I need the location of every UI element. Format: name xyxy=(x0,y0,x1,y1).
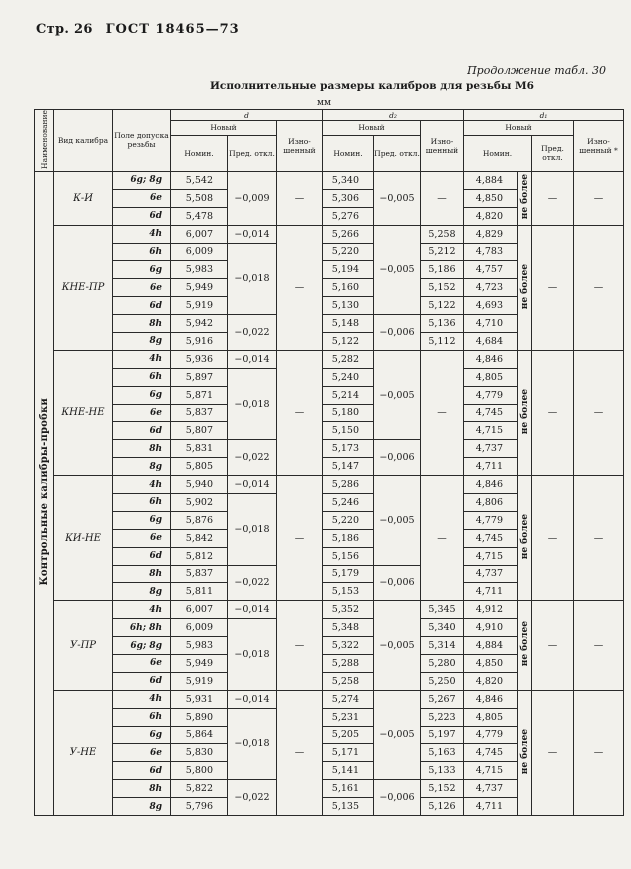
table-title: Исполнительные размеры калибров для резьбы М6 xyxy=(210,80,534,92)
d-dev-cell: −0,014 xyxy=(228,476,277,494)
d2-nom-cell: 5,205 xyxy=(323,726,374,744)
col-gauge-type-header: Вид калибра xyxy=(54,110,113,172)
d-nom-cell: 5,936 xyxy=(171,350,228,368)
d2-dev-cell: −0,005 xyxy=(374,476,421,565)
d-nom-cell: 5,919 xyxy=(171,297,228,315)
d-nom-cell: 5,842 xyxy=(171,529,228,547)
d2-nom-cell: 5,274 xyxy=(323,690,374,708)
tolerance-field-cell: 6e xyxy=(113,654,171,672)
d2-worn-cell: 5,126 xyxy=(421,798,464,816)
d2-dev-cell: −0,006 xyxy=(374,565,421,601)
tolerance-field-cell: 6h xyxy=(113,243,171,261)
col-d2-header: d₂ xyxy=(323,110,464,121)
d2-worn-cell: 5,152 xyxy=(421,279,464,297)
tolerance-field-cell: 8h xyxy=(113,565,171,583)
tolerance-field-cell: 8h xyxy=(113,315,171,333)
d2-worn-cell: 5,112 xyxy=(421,332,464,350)
d-nom-cell: 5,902 xyxy=(171,493,228,511)
d2-new-header: Новый xyxy=(323,121,421,136)
d2-nom-cell: 5,286 xyxy=(323,476,374,494)
d1-nom-cell: 4,779 xyxy=(464,726,518,744)
d-dev-cell: −0,022 xyxy=(228,440,277,476)
d1-nom-cell: 4,846 xyxy=(464,476,518,494)
tolerance-field-cell: 8g xyxy=(113,458,171,476)
d2-worn-cell: 5,212 xyxy=(421,243,464,261)
d-nom-cell: 5,897 xyxy=(171,368,228,386)
d1-nom-cell: 4,693 xyxy=(464,297,518,315)
d1-nom-cell: 4,715 xyxy=(464,547,518,565)
d1-nom-cell: 4,846 xyxy=(464,690,518,708)
d2-nom-cell: 5,150 xyxy=(323,422,374,440)
tolerance-field-cell: 6d xyxy=(113,762,171,780)
d2-nom-cell: 5,130 xyxy=(323,297,374,315)
d1-nom-cell: 4,783 xyxy=(464,243,518,261)
tolerance-field-cell: 8h xyxy=(113,440,171,458)
d-nom-cell: 6,009 xyxy=(171,619,228,637)
tolerance-field-cell: 6g xyxy=(113,261,171,279)
tolerance-field-cell: 6d xyxy=(113,422,171,440)
d2-nom-cell: 5,266 xyxy=(323,225,374,243)
d2-nom-cell: 5,141 xyxy=(323,762,374,780)
tolerance-field-cell: 6h; 8h xyxy=(113,619,171,637)
d1-worn-cell: — xyxy=(574,171,624,225)
d1-nom-cell: 4,745 xyxy=(464,529,518,547)
d2-nom-cell: 5,240 xyxy=(323,368,374,386)
d2-nom-cell: 5,220 xyxy=(323,511,374,529)
tolerance-field-cell: 8h xyxy=(113,780,171,798)
d-nom-cell: 5,949 xyxy=(171,279,228,297)
tolerance-field-cell: 6d xyxy=(113,207,171,225)
d1-nom-cell: 4,829 xyxy=(464,225,518,243)
d2-nom-cell: 5,306 xyxy=(323,189,374,207)
d-dev-cell: −0,014 xyxy=(228,350,277,368)
d1-nom-cell: 4,745 xyxy=(464,404,518,422)
d1-nom-cell: 4,805 xyxy=(464,708,518,726)
d2-worn-cell: 5,250 xyxy=(421,672,464,690)
d-dev-cell: −0,018 xyxy=(228,368,277,440)
d2-nom-cell: 5,161 xyxy=(323,780,374,798)
d-new-header: Новый xyxy=(171,121,277,136)
d2-worn-cell: 5,133 xyxy=(421,762,464,780)
d-nom-cell: 5,940 xyxy=(171,476,228,494)
d-nom-cell: 5,831 xyxy=(171,440,228,458)
d1-nom-cell: 4,737 xyxy=(464,440,518,458)
d2-worn-cell: 5,186 xyxy=(421,261,464,279)
page-number: Стр. 26 xyxy=(36,22,93,37)
d-nom-cell: 5,508 xyxy=(171,189,228,207)
col-d-header: d xyxy=(171,110,323,121)
tolerance-field-cell: 6g xyxy=(113,386,171,404)
d-nom-cell: 5,876 xyxy=(171,511,228,529)
d-dev-cell: −0,014 xyxy=(228,690,277,708)
d2-worn-cell: 5,163 xyxy=(421,744,464,762)
table-row xyxy=(35,171,624,189)
d2-worn-cell: 5,258 xyxy=(421,225,464,243)
d-nom-cell: 5,983 xyxy=(171,261,228,279)
d2-dev-cell: −0,005 xyxy=(374,690,421,779)
d2-worn-cell: 5,152 xyxy=(421,780,464,798)
d2-nom-cell: 5,246 xyxy=(323,493,374,511)
d1-nom-cell: 4,779 xyxy=(464,386,518,404)
d1-nom-cell: 4,912 xyxy=(464,601,518,619)
d-worn-cell: — xyxy=(277,690,323,815)
d2-nom-cell: 5,179 xyxy=(323,565,374,583)
d1-nom-header: Номин. xyxy=(464,135,532,171)
d1-nom-cell: 4,820 xyxy=(464,672,518,690)
d-dev-cell: −0,022 xyxy=(228,780,277,816)
d2-worn-cell: 5,314 xyxy=(421,637,464,655)
d-worn-header: Изно-шенный xyxy=(277,121,323,172)
d-dev-cell: −0,014 xyxy=(228,225,277,243)
d2-nom-cell: 5,156 xyxy=(323,547,374,565)
d2-worn-cell: 5,267 xyxy=(421,690,464,708)
d2-nom-cell: 5,352 xyxy=(323,601,374,619)
tolerance-field-cell: 6e xyxy=(113,279,171,297)
d1-nom-cell: 4,711 xyxy=(464,798,518,816)
d1-nom-cell: 4,805 xyxy=(464,368,518,386)
d-nom-cell: 5,837 xyxy=(171,404,228,422)
d-nom-header: Номин. xyxy=(171,135,228,171)
d-nom-cell: 5,542 xyxy=(171,171,228,189)
gauge-type-cell: КНЕ-ПР xyxy=(54,225,113,350)
d2-nom-cell: 5,180 xyxy=(323,404,374,422)
tolerance-field-cell: 6h xyxy=(113,493,171,511)
d-nom-cell: 6,007 xyxy=(171,601,228,619)
d2-dev-header: Пред. откл. xyxy=(374,135,421,171)
d2-worn-header: Изно-шенный xyxy=(421,121,464,172)
tolerance-field-cell: 4h xyxy=(113,601,171,619)
d2-nom-cell: 5,282 xyxy=(323,350,374,368)
tolerance-field-cell: 6e xyxy=(113,744,171,762)
d2-worn-cell: — xyxy=(421,476,464,601)
d-nom-cell: 5,871 xyxy=(171,386,228,404)
d1-max-note: не более xyxy=(518,690,532,815)
tolerance-field-cell: 6g xyxy=(113,726,171,744)
d1-nom-cell: 4,820 xyxy=(464,207,518,225)
d2-nom-cell: 5,322 xyxy=(323,637,374,655)
d2-worn-cell: 5,280 xyxy=(421,654,464,672)
d1-worn-header: Изно-шенный * xyxy=(574,121,624,172)
d1-nom-cell: 4,723 xyxy=(464,279,518,297)
d2-nom-cell: 5,288 xyxy=(323,654,374,672)
d2-dev-cell: −0,005 xyxy=(374,350,421,439)
d-dev-cell: −0,018 xyxy=(228,243,277,315)
d2-nom-cell: 5,186 xyxy=(323,529,374,547)
d1-nom-cell: 4,806 xyxy=(464,493,518,511)
d1-max-note: не более xyxy=(518,601,532,690)
d-dev-cell: −0,009 xyxy=(228,171,277,225)
d-nom-cell: 6,007 xyxy=(171,225,228,243)
d-nom-cell: 5,949 xyxy=(171,654,228,672)
table-continuation-note: Продолжение табл. 30 xyxy=(467,64,606,77)
d2-worn-cell: 5,136 xyxy=(421,315,464,333)
d-nom-cell: 5,864 xyxy=(171,726,228,744)
d1-nom-cell: 4,779 xyxy=(464,511,518,529)
tolerance-field-cell: 6d xyxy=(113,672,171,690)
d-nom-cell: 5,478 xyxy=(171,207,228,225)
d2-nom-cell: 5,258 xyxy=(323,672,374,690)
gauge-dimensions-table xyxy=(34,109,624,816)
table-row xyxy=(35,476,624,494)
col-d1-header: d₁ xyxy=(464,110,624,121)
d1-nom-cell: 4,745 xyxy=(464,744,518,762)
d-nom-cell: 5,830 xyxy=(171,744,228,762)
d1-nom-cell: 4,737 xyxy=(464,780,518,798)
d2-nom-cell: 5,173 xyxy=(323,440,374,458)
d2-nom-cell: 5,122 xyxy=(323,332,374,350)
tolerance-field-cell: 6h xyxy=(113,708,171,726)
d-nom-cell: 6,009 xyxy=(171,243,228,261)
tolerance-field-cell: 8g xyxy=(113,332,171,350)
d1-dev-cell: — xyxy=(532,225,574,350)
d-dev-cell: −0,018 xyxy=(228,619,277,691)
d2-nom-cell: 5,276 xyxy=(323,207,374,225)
d1-nom-cell: 4,850 xyxy=(464,189,518,207)
d-worn-cell: — xyxy=(277,601,323,690)
d1-worn-cell: — xyxy=(574,601,624,690)
d-dev-cell: −0,022 xyxy=(228,565,277,601)
d-dev-cell: −0,022 xyxy=(228,315,277,351)
d2-nom-cell: 5,340 xyxy=(323,171,374,189)
d-nom-cell: 5,942 xyxy=(171,315,228,333)
d2-worn-cell: — xyxy=(421,171,464,225)
col-tolerance-field-header: Поле допуска резьбы xyxy=(113,110,171,172)
gauge-type-cell: У-ПР xyxy=(54,601,113,690)
d-dev-cell: −0,014 xyxy=(228,601,277,619)
tolerance-field-cell: 8g xyxy=(113,583,171,601)
d2-worn-cell: 5,197 xyxy=(421,726,464,744)
gauge-type-cell: К-И xyxy=(54,171,113,225)
d1-nom-cell: 4,910 xyxy=(464,619,518,637)
tolerance-field-cell: 4h xyxy=(113,476,171,494)
d1-nom-cell: 4,684 xyxy=(464,332,518,350)
d1-dev-cell: — xyxy=(532,171,574,225)
d-nom-cell: 5,811 xyxy=(171,583,228,601)
d1-nom-cell: 4,711 xyxy=(464,458,518,476)
d-worn-cell: — xyxy=(277,476,323,601)
d2-dev-cell: −0,006 xyxy=(374,315,421,351)
gauge-type-cell: КНЕ-НЕ xyxy=(54,350,113,475)
tolerance-field-cell: 6h xyxy=(113,368,171,386)
d2-dev-cell: −0,005 xyxy=(374,171,421,225)
tolerance-field-cell: 6d xyxy=(113,547,171,565)
d-nom-cell: 5,919 xyxy=(171,672,228,690)
d2-worn-cell: — xyxy=(421,350,464,475)
unit-label: мм xyxy=(317,98,332,108)
d1-new-header: Новый xyxy=(464,121,574,136)
tolerance-field-cell: 6d xyxy=(113,297,171,315)
d2-dev-cell: −0,006 xyxy=(374,440,421,476)
d-dev-header: Пред. откл. xyxy=(228,135,277,171)
d1-dev-cell: — xyxy=(532,690,574,815)
d-dev-cell: −0,018 xyxy=(228,708,277,780)
d1-nom-cell: 4,757 xyxy=(464,261,518,279)
d2-worn-cell: 5,122 xyxy=(421,297,464,315)
d2-nom-header: Номин. xyxy=(323,135,374,171)
d-nom-cell: 5,800 xyxy=(171,762,228,780)
tolerance-field-cell: 6e xyxy=(113,189,171,207)
d1-dev-cell: — xyxy=(532,350,574,475)
tolerance-field-cell: 6g; 8g xyxy=(113,637,171,655)
d-nom-cell: 5,796 xyxy=(171,798,228,816)
d2-dev-cell: −0,005 xyxy=(374,225,421,314)
d-nom-cell: 5,983 xyxy=(171,637,228,655)
group-label-cell: Контрольные калибры-пробки xyxy=(35,171,54,815)
d2-worn-cell: 5,345 xyxy=(421,601,464,619)
d-nom-cell: 5,812 xyxy=(171,547,228,565)
tolerance-field-cell: 4h xyxy=(113,350,171,368)
d1-nom-cell: 4,884 xyxy=(464,637,518,655)
d1-nom-cell: 4,846 xyxy=(464,350,518,368)
d1-nom-cell: 4,710 xyxy=(464,315,518,333)
d2-nom-cell: 5,348 xyxy=(323,619,374,637)
d-nom-cell: 5,822 xyxy=(171,780,228,798)
d-dev-cell: −0,018 xyxy=(228,493,277,565)
standard-number: ГОСТ 18465—73 xyxy=(105,22,240,37)
d2-nom-cell: 5,214 xyxy=(323,386,374,404)
d2-nom-cell: 5,147 xyxy=(323,458,374,476)
d-nom-cell: 5,931 xyxy=(171,690,228,708)
tolerance-field-cell: 6e xyxy=(113,529,171,547)
table-row xyxy=(35,225,624,243)
table-row xyxy=(35,690,624,708)
tolerance-field-cell: 6e xyxy=(113,404,171,422)
tolerance-field-cell: 8g xyxy=(113,798,171,816)
d1-max-note: не более xyxy=(518,350,532,475)
d1-max-note: не более xyxy=(518,476,532,601)
d2-dev-cell: −0,005 xyxy=(374,601,421,690)
tolerance-field-cell: 4h xyxy=(113,225,171,243)
d1-dev-header: Пред. откл. xyxy=(532,135,574,171)
d-worn-cell: — xyxy=(277,350,323,475)
tolerance-field-cell: 4h xyxy=(113,690,171,708)
table-row xyxy=(35,601,624,619)
d2-nom-cell: 5,148 xyxy=(323,315,374,333)
table-row xyxy=(35,350,624,368)
d1-max-note: не более xyxy=(518,225,532,350)
d1-nom-cell: 4,850 xyxy=(464,654,518,672)
d-nom-cell: 5,890 xyxy=(171,708,228,726)
d2-nom-cell: 5,231 xyxy=(323,708,374,726)
d1-max-note: не более xyxy=(518,171,532,225)
d1-nom-cell: 4,884 xyxy=(464,171,518,189)
col-name-header: Наименование xyxy=(35,110,54,172)
d-nom-cell: 5,837 xyxy=(171,565,228,583)
d2-nom-cell: 5,135 xyxy=(323,798,374,816)
gauge-type-cell: У-НЕ xyxy=(54,690,113,815)
d-nom-cell: 5,916 xyxy=(171,332,228,350)
d1-dev-cell: — xyxy=(532,601,574,690)
d1-nom-cell: 4,715 xyxy=(464,422,518,440)
d2-worn-cell: 5,340 xyxy=(421,619,464,637)
d1-worn-cell: — xyxy=(574,476,624,601)
page-header xyxy=(36,22,240,37)
d2-nom-cell: 5,220 xyxy=(323,243,374,261)
d2-nom-cell: 5,171 xyxy=(323,744,374,762)
d1-nom-cell: 4,715 xyxy=(464,762,518,780)
d2-dev-cell: −0,006 xyxy=(374,780,421,816)
d-nom-cell: 5,807 xyxy=(171,422,228,440)
d1-nom-cell: 4,737 xyxy=(464,565,518,583)
d-worn-cell: — xyxy=(277,225,323,350)
d1-worn-cell: — xyxy=(574,350,624,475)
d-nom-cell: 5,805 xyxy=(171,458,228,476)
d2-worn-cell: 5,223 xyxy=(421,708,464,726)
d2-nom-cell: 5,160 xyxy=(323,279,374,297)
d2-nom-cell: 5,194 xyxy=(323,261,374,279)
tolerance-field-cell: 6g xyxy=(113,511,171,529)
d1-worn-cell: — xyxy=(574,690,624,815)
d-worn-cell: — xyxy=(277,171,323,225)
gauge-type-cell: КИ-НЕ xyxy=(54,476,113,601)
d1-worn-cell: — xyxy=(574,225,624,350)
d1-nom-cell: 4,711 xyxy=(464,583,518,601)
d2-nom-cell: 5,153 xyxy=(323,583,374,601)
tolerance-field-cell: 6g; 8g xyxy=(113,171,171,189)
d1-dev-cell: — xyxy=(532,476,574,601)
